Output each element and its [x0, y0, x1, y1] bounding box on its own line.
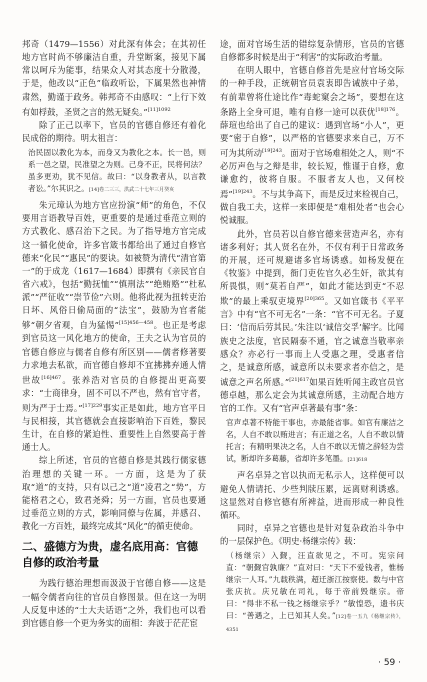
paragraph: 在明人眼中，官德自修首先是应付官场交际的一种手段，正统朝官员袁衷即告诫族中子弟，有前辈曾将仕途比作“毒蛇窠会之场”，要想在这条路上全身可退，唯有自修一途可以获优$^{[18]176}$。薛瑄也给出了自己的建议：遇到官场“小人”，更要“密于自修”，以严格的官德要求来自己，万不可为其所动$^{[19]243}$。面对于官场难相处之人，则“不必厉声色与之辩是非，较长短，惟谨于自修，愈谦愈约，彼将自服。不服者友人也，又何校焉”$^{[19]243}$。不与其争高下，而是反过来检视自己，做自我工夫，这样一来即便是“难相处者”也会心悦诚服。	[220, 65, 405, 226]
block-quote: 官声卓著不特能干事也，亦最能省事。如官有廉洁之名，人自不敢以贿进言；有正道之名，人自不敢以情托言；有精明果决之名，人自不敢以无情之辞轻为尝试，断却许多葛藤，省却许多笔墨。[21]618	[226, 418, 404, 464]
two-column-body	[22, 38, 405, 638]
paragraph: 途，面对官场生活的错综复杂情形，官员的官德自修都多时候是出于“利害”的实际政治考量。	[220, 39, 404, 63]
citation: [11]1092	[147, 106, 171, 113]
citation: [21]617	[289, 377, 309, 384]
paragraph: 此外，官员若以自修官德来营造声名，亦有诸多利好；其人贤名在外，不仅有利于日常政务的开展，还可规避诸多官场诱惑。如杨发便在《牧鉴》中提到，衙门吏佐官久必生奸，欲其有所畏惧，则“莫若自严”，如此才能达到吏“不忍欺”的最上乘驭吏境界$^{[20]365}$。又如官箴书《平平言》中有“官不可无名”一条：“官不可无名。子夏曰：‘信而后劳其民。’朱注以‘诚信交孚’解字。比闻族史之法度，官民隔泰不通，官之诚意当敬率亲感众？亦必行一事而上人受惠之理，受惠者信之，是诚意所感，诚意所以未要求者亦信之，是诚意之声名所感。”$^{[21]617}$如果百姓听闻主政官员官德卓越，那么定会为其诚意所感，主动配合地方官的工作。又有“官声卓著最有事”条：	[220, 228, 405, 414]
paragraph: 为践行德治理想而汲汲于官德自修——这是一幅令儒者向往的官员自修图景。但在这一为明人反复申述的“士大夫话语”之外，我们也可以看到官德自修一个更为务实的面相：奔波于茫茫宦	[22, 578, 206, 628]
paragraph: 同时，卓异之官德也是针对复杂政治斗争中的一层保护色。《明史·杨继宗传》载：	[220, 522, 404, 547]
paragraph: 除了正己以率下，官员的官德自修还有着化民成俗的期待。明太祖言：	[22, 119, 206, 143]
citation: [14]卷二三三，洪武二十七年三月癸亥	[88, 187, 175, 194]
citation: [15]456—458	[118, 320, 154, 327]
paragraph: 综上所述，官员的官德自修是其践行儒家德治理想的关键一环。一方面，这是为了获取“道”的支持，只有以己之“道”凌君之“势”，方能格君之心，致君尧舜；另一方面，官员也要通过垂范立则的方式，影响同僚与佐属，并感召、教化一方百姓，最终完成其“风化”的循吏使命。	[22, 455, 206, 532]
block-quote: （杨继宗）入觐，汪直欲见之，不可。宪宗问直：“朝觐官孰廉？”直对曰：“天下不爱钱者，惟杨继宗一人耳。”九载秩满，超迁浙江按察使。数与中官张庆抗。庆兄敏在司礼，每于帝前毁继宗。帝曰：“得非不私一钱之杨继宗乎？”敏惶恐，遗书庆曰：“善遇之，上已知其人矣。”[12]卷一五九《杨继宗传》，4351	[226, 551, 405, 634]
paragraph: 朱元璋认为地方官应扮演“师”的角色，不仅要用言语教导百姓，更重要的是通过垂范立则的方式教化、感召治下之民。为了指导地方官完成这一循化使命，许多官箴书都给出了通过自修官德来“化民”“惠民”的要诀。如被赞为清代“清官第一”的于成龙（1617—1684）即撰有《亲民官自省六戒》，包括“勤抚恤”“慎刑法”“绝贿赂”“杜私派”“严征收”“崇节俭”六则。他将此视为扭转吏治日坏、风俗日偷局面的“法宝”，鼓励为官者能够“朝夕省观，自为猛惕”$^{[15]456—458}$。也正是考虑到官员这一风化地方的使命，王夫之认为官员的官德自修应与儒者自修有所区别——儒者修著要力求地去私欲，而官德自修却不宜拂拂弃通人情世故$^{[16]467}$。张养浩对官员的自修提出更高要求：“士商律身，固不可以不严也，然有官守者，则为严于士焉。”$^{[17]229}$事实正是如此，地方官平日与民相接，其官德就会直接影响治下百姓，黎民生计，在自修的紧迫性、重要性上自然要高于普通士人。	[22, 200, 207, 453]
citation: [19]243	[232, 189, 253, 196]
right-column	[220, 38, 404, 638]
left-column	[22, 38, 206, 638]
citation: [12]卷一五九《杨继宗传》，4351	[226, 614, 405, 634]
block-quote: 治民固以教化为本，而身又为教化之本。长一邑，则系一邑之望，民准望之为则。己身不正，民将何法？虽多更劝，犹不见信。故曰：“以身教者从，以言教者讼。”尔其识之。[14]卷二三三，洪武二十七年三月癸亥	[28, 148, 206, 194]
paragraph: 声名卓异之官以执而无私示人，这样便可以避免人情请托、少些判牍压累，远离财利诱惑。这显然对自修官德有所裨益，进而形成一种良性循环。	[220, 470, 404, 520]
citation: [18]176	[375, 106, 396, 113]
section-heading: 二、盛德方为贵，虚名底用高：官德自修的政治考量	[22, 540, 198, 570]
citation: [20]365	[304, 296, 325, 303]
page-number: · 59 ·	[378, 658, 401, 668]
paragraph: 邦奇（1479—1556）对此深有体会；在其初任地方官时尚不够廉洁自重，升堂断案，接见下属常以呵斥为能事，结果众人对其态度十分散漫，于是，他改以“正色”临政听讼，下属果然也神情肃然，勤谨于政务。韩邦奇不由感叹：“上行下效有如桴鼓，圣贤之言的然无疑矣。”$^{[11]1092}$	[22, 39, 206, 117]
citation: [19]243	[262, 148, 282, 155]
citation: [17]229	[82, 402, 103, 409]
citation: [21]618	[347, 457, 368, 464]
citation: [16]467	[41, 374, 62, 381]
